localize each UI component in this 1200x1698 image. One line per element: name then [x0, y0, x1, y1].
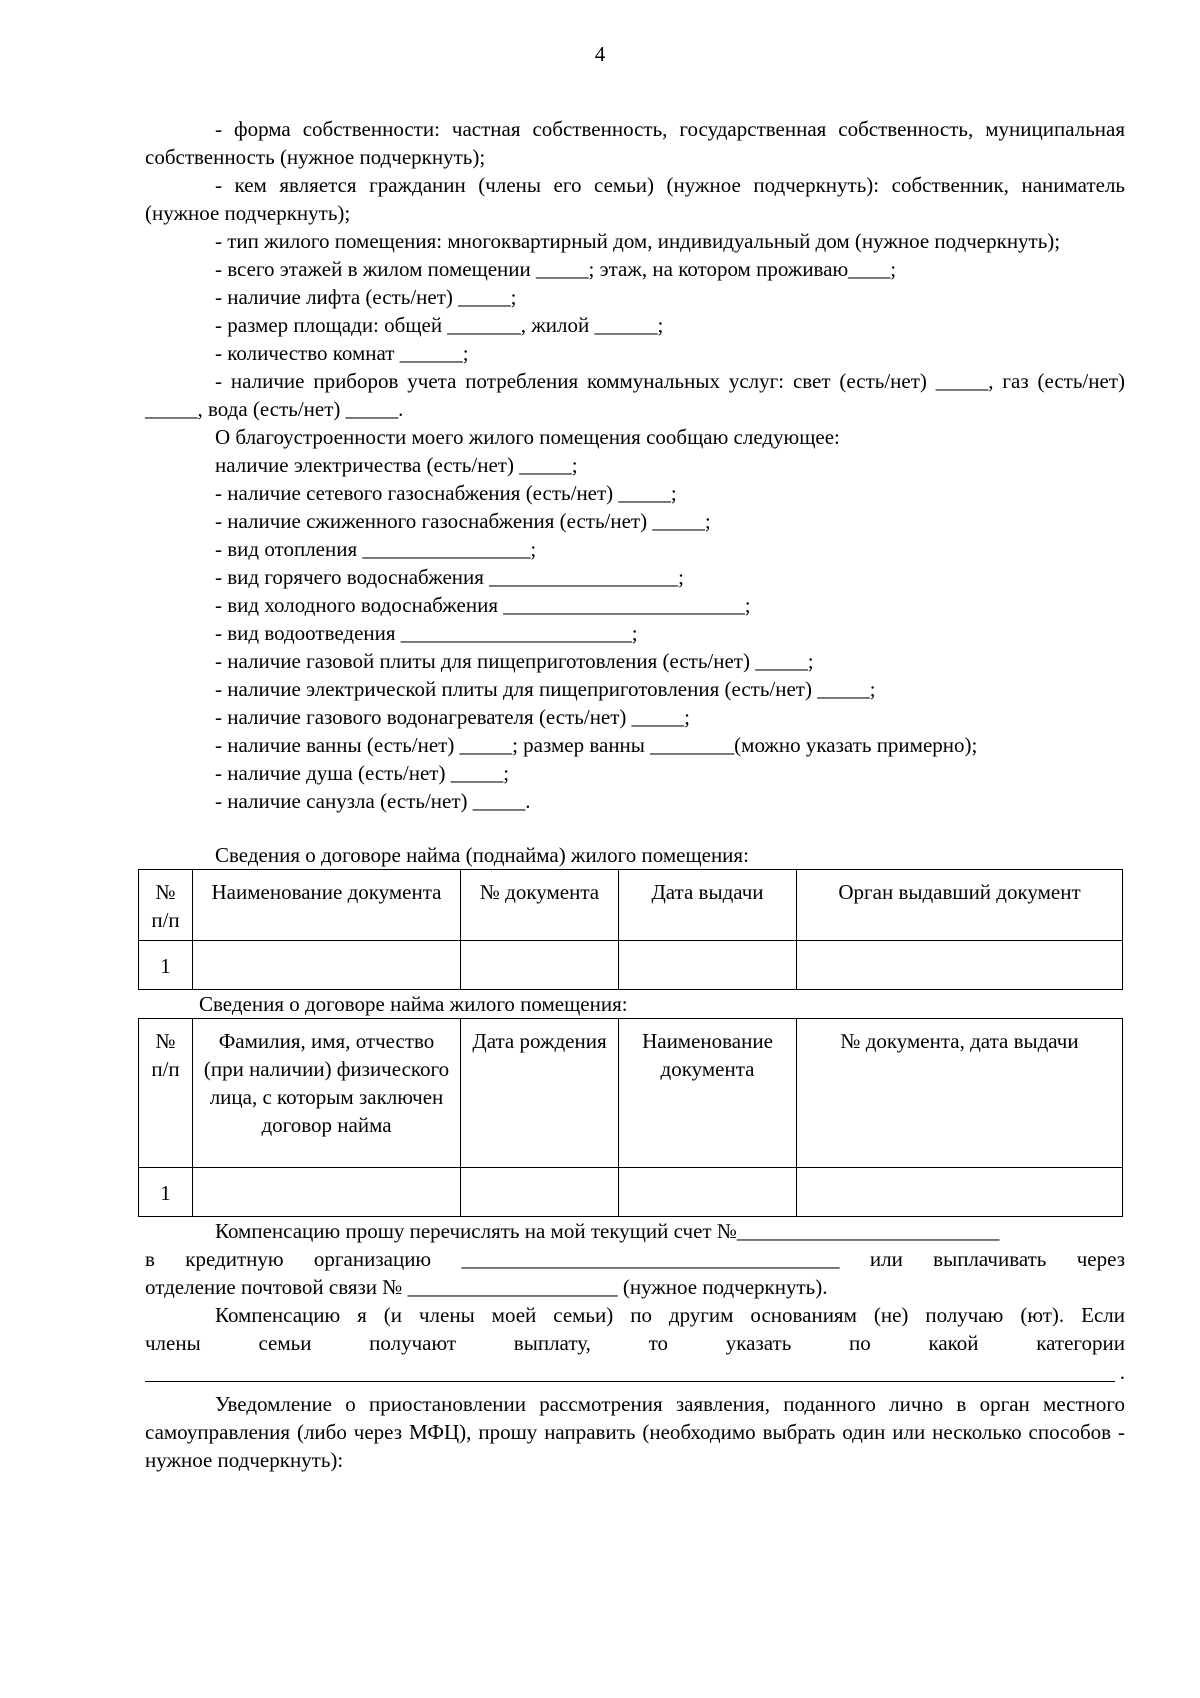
- page-number: 4: [594, 42, 606, 66]
- lease-table: [138, 869, 1123, 990]
- cell-doc-name[interactable]: [193, 941, 461, 990]
- improvement-item: - наличие газового водонагревателя (есть/нет) _____;: [215, 705, 691, 729]
- notification-paragraph: Уведомление о приостановлении рассмотрения заявления, поданного лично в орган местного самоуправления (либо через МФЦ), прошу направить (необходимо выбрать один или несколько способов - нужное подчеркнуть):: [145, 1392, 1125, 1472]
- col-issuer: Орган выдавший документ: [797, 870, 1123, 941]
- field-housing-type: - тип жилого помещения: многоквартирный дом, индивидуальный дом (нужное подчеркнуть);: [215, 229, 1061, 253]
- cell-doc-name[interactable]: [619, 1168, 797, 1217]
- col-tenant-name: Фамилия, имя, отчество (при наличии) физического лица, с которым заключен договор найма: [193, 1019, 461, 1168]
- col-number: № п/п: [139, 870, 193, 941]
- field-floors: - всего этажей в жилом помещении _____; этаж, на котором проживаю____;: [215, 257, 897, 281]
- cell-doc-number-date[interactable]: [797, 1168, 1123, 1217]
- improvement-item: - наличие газовой плиты для пищеприготовления (есть/нет) _____;: [215, 649, 814, 673]
- improvement-item: - наличие электрической плиты для пищеприготовления (есть/нет) _____;: [215, 677, 876, 701]
- tenant-table: [138, 1018, 1123, 1217]
- col-doc-name: Наименование документа: [193, 870, 461, 941]
- col-doc-name: Наименование документа: [619, 1019, 797, 1168]
- cell-issuer[interactable]: [797, 941, 1123, 990]
- field-ownership-form: - форма собственности: частная собственность, государственная собственность, муниципальная собственность (нужное подчеркнуть);: [145, 117, 1125, 169]
- other-compensation-line2: члены семьи получают выплату, то указать по какой категории: [145, 1331, 1125, 1355]
- field-citizen-role: - кем является гражданин (члены его семьи) (нужное подчеркнуть): собственник, наниматель (нужное подчеркнуть);: [145, 173, 1125, 225]
- improvement-item: наличие электричества (есть/нет) _____;: [215, 453, 578, 477]
- table-header-row: [139, 1019, 1123, 1168]
- table-row: [139, 941, 1123, 990]
- table1-caption: Сведения о договоре найма (поднайма) жилого помещения:: [215, 843, 749, 867]
- improvement-item: - наличие ванны (есть/нет) _____; размер ванны ________(можно указать примерно);: [215, 733, 978, 757]
- cell-issue-date[interactable]: [619, 941, 797, 990]
- improvement-item: - вид водоотведения ______________________;: [215, 621, 638, 645]
- cell-doc-number[interactable]: [461, 941, 619, 990]
- improvement-intro: О благоустроенности моего жилого помещения сообщаю следующее:: [215, 425, 840, 449]
- field-rooms: - количество комнат ______;: [215, 341, 469, 365]
- improvement-item: - наличие санузла (есть/нет) _____.: [215, 789, 531, 813]
- field-meters: - наличие приборов учета потребления коммунальных услуг: свет (есть/нет) _____, газ (есть/нет) _____, вода (есть/нет) _____.: [145, 369, 1125, 421]
- col-number: № п/п: [139, 1019, 193, 1168]
- cell-number: 1: [139, 941, 193, 990]
- compensation-account: Компенсацию прошу перечислять на мой текущий счет №_________________________: [215, 1219, 1000, 1243]
- cell-number: 1: [139, 1168, 193, 1217]
- category-line-end: .: [1119, 1360, 1125, 1384]
- compensation-bank-line1: в кредитную организацию ____________________________________ или выплачивать через: [145, 1247, 1125, 1271]
- compensation-bank-line2: отделение почтовой связи № ____________________ (нужное подчеркнуть).: [145, 1275, 828, 1299]
- table2-caption: Сведения о договоре найма жилого помещения:: [199, 992, 628, 1016]
- table-row: [139, 1168, 1123, 1217]
- field-area: - размер площади: общей _______, жилой ______;: [215, 313, 664, 337]
- other-compensation-line1: Компенсацию я (и члены моей семьи) по другим основаниям (не) получаю (ют). Если: [215, 1303, 1125, 1327]
- improvement-item: - наличие душа (есть/нет) _____;: [215, 761, 510, 785]
- improvement-item: - вид холодного водоснабжения _______________________;: [215, 593, 751, 617]
- document-body: [145, 115, 1125, 1474]
- col-issue-date: Дата выдачи: [619, 870, 797, 941]
- cell-tenant-name[interactable]: [193, 1168, 461, 1217]
- field-elevator: - наличие лифта (есть/нет) _____;: [215, 285, 517, 309]
- col-doc-number-date: № документа, дата выдачи: [797, 1019, 1123, 1168]
- cell-birth-date[interactable]: [461, 1168, 619, 1217]
- improvement-item: - наличие сжиженного газоснабжения (есть/нет) _____;: [215, 509, 711, 533]
- col-doc-number: № документа: [461, 870, 619, 941]
- improvement-item: - вид горячего водоснабжения __________________;: [215, 565, 684, 589]
- improvement-item: - наличие сетевого газоснабжения (есть/нет) _____;: [215, 481, 677, 505]
- category-fill-line[interactable]: [145, 1357, 1125, 1384]
- col-birth-date: Дата рождения: [461, 1019, 619, 1168]
- improvement-item: - вид отопления ________________;: [215, 537, 537, 561]
- table-header-row: [139, 870, 1123, 941]
